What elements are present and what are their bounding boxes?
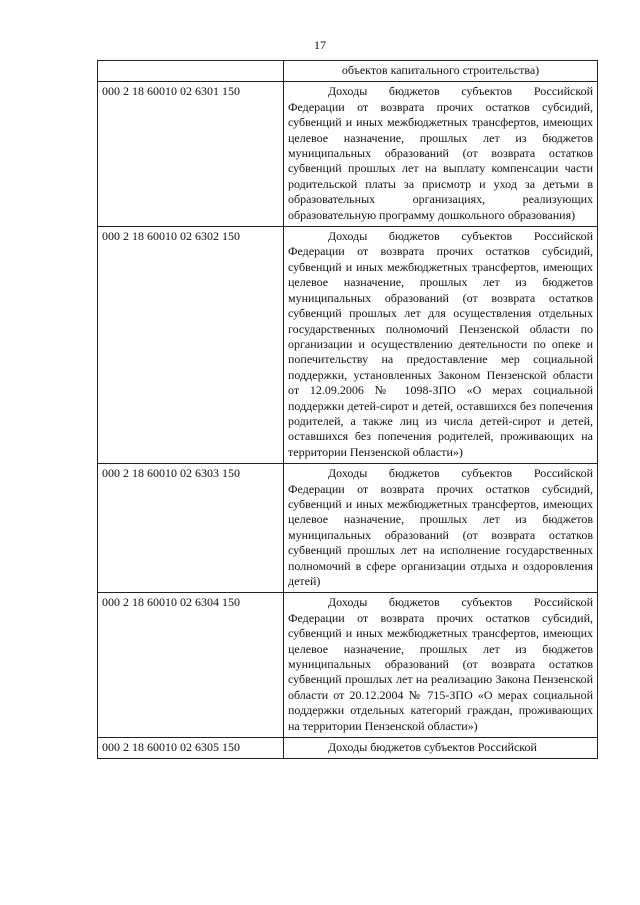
table-row [98, 227, 598, 464]
budget-classification-table [97, 60, 598, 759]
description-cell [284, 227, 598, 464]
description-cell [284, 738, 598, 759]
page-number: 17 [314, 38, 326, 52]
description-text: Доходы бюджетов субъектов Российской Федерации от возврата прочих остатков субсидий, субвенций и иных межбюджетных трансфертов, имеющих целевое назначение, прошлых лет из бюджетов муниципальных образований (от возврата остатков субвенций прошлых лет на реализацию Закона Пензенской области от 20.12.2004 № 715-ЗПО «О мерах социальной поддержки отдельных категорий граждан, проживающих на территории Пензенской области») [288, 595, 593, 733]
description-text: объектов капитального строительства) [341, 63, 540, 77]
description-text: Доходы бюджетов субъектов Российской [328, 740, 537, 755]
description-cell [284, 61, 598, 82]
code-cell: 000 2 18 60010 02 6301 150 [98, 82, 284, 227]
code-cell: 000 2 18 60010 02 6302 150 [98, 227, 284, 464]
table-row [98, 738, 598, 759]
table-row-continuation [98, 61, 598, 82]
table-row [98, 593, 598, 738]
table-row [98, 464, 598, 593]
description-text: Доходы бюджетов субъектов Российской Федерации от возврата прочих остатков субсидий, субвенций и иных межбюджетных трансфертов, имеющих целевое назначение, прошлых лет из бюджетов муниципальных образований (от возврата остатков субвенций прошлых лет на выплату компенсации части родительской платы за присмотр и уход за детьми в образовательных организациях, реализующих образовательную программу дошкольного образования) [288, 84, 593, 222]
description-text: Доходы бюджетов субъектов Российской Федерации от возврата прочих остатков субсидий, субвенций и иных межбюджетных трансфертов, имеющих целевое назначение, прошлых лет из бюджетов муниципальных образований (от возврата остатков субвенций прошлых лет на исполнение государственных полномочий в сфере организации отдыха и оздоровления детей) [288, 466, 593, 588]
description-text: Доходы бюджетов субъектов Российской Федерации от возврата прочих остатков субсидий, субвенций и иных межбюджетных трансфертов, имеющих целевое назначение, прошлых лет из бюджетов муниципальных образований (от возврата остатков субвенций прошлых лет для осуществления отдельных государственных полномочий Пензенской области по организации и осуществлению деятельности по опеке и попечительству на предоставление мер социальной поддержки, установленных Законом Пензенской области от 12.09.2006 № 1098-ЗПО «О мерах социальной поддержки детей-сирот и детей, оставшихся без попечения родителей, а также лиц из числа детей-сирот и детей, оставшихся без попечения родителей, проживающих на территории Пензенской области») [288, 229, 593, 459]
description-cell [284, 82, 598, 227]
code-cell: 000 2 18 60010 02 6304 150 [98, 593, 284, 738]
description-cell [284, 464, 598, 593]
table-row [98, 82, 598, 227]
code-cell: 000 2 18 60010 02 6305 150 [98, 738, 284, 759]
description-cell [284, 593, 598, 738]
code-cell [98, 61, 284, 82]
code-cell: 000 2 18 60010 02 6303 150 [98, 464, 284, 593]
